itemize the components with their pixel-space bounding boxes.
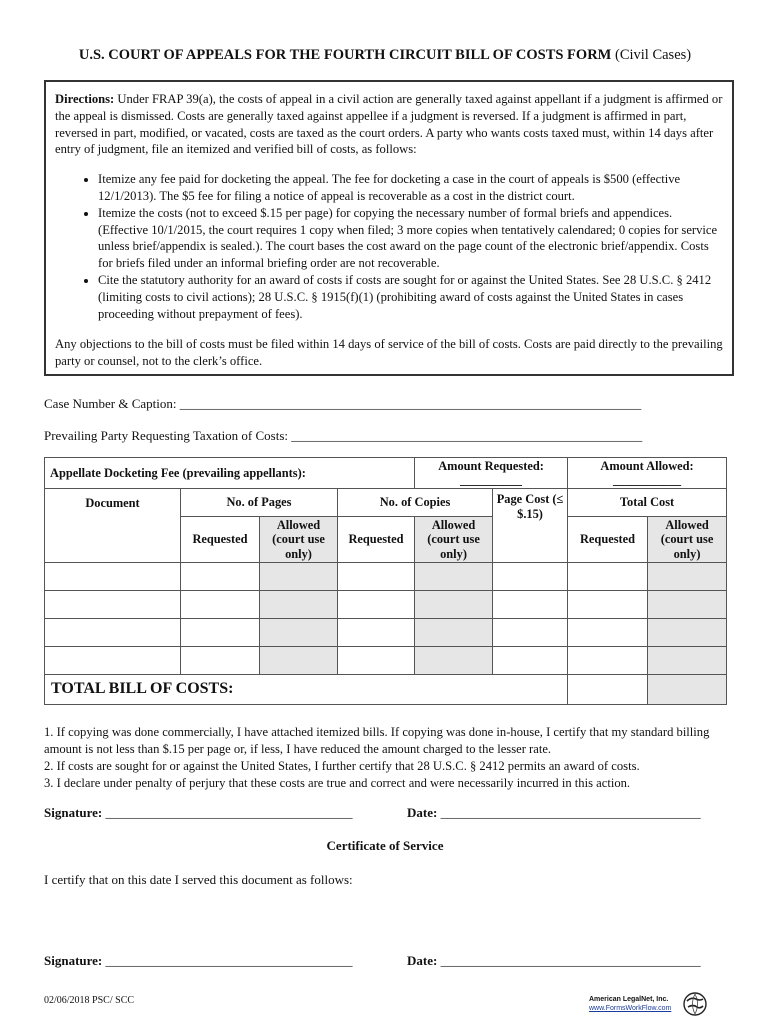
pages-requested-header: Requested bbox=[181, 517, 260, 563]
copies-allowed-cell bbox=[415, 619, 493, 647]
col-total-cost: Total Cost bbox=[568, 489, 727, 517]
col-document: Document bbox=[45, 489, 181, 563]
page-cost-cell[interactable] bbox=[493, 619, 568, 647]
pages-allowed-cell bbox=[260, 647, 338, 675]
total-allowed-cell bbox=[648, 619, 727, 647]
certification-item: 2. If costs are sought for or against the United States, I further certify that 28 U.S.C. § 2412 permits an award of costs. bbox=[44, 759, 640, 773]
certifications bbox=[44, 724, 734, 792]
total-allowed-value bbox=[648, 675, 727, 705]
directions-intro: Directions: Under FRAP 39(a), the costs of appeal in a civil action are generally taxed against appellant if a judgment is affirmed or the appeal is dismissed. Costs are generally taxed against appellee if a judgment is reversed. If a judgment is affirmed in part, reversed in part, modified, or vacated, costs are taxed as the court orders. A party who wants costs taxed must, within 14 days after entry of judgment, file an itemized and verified bill of costs, as follows: bbox=[55, 92, 723, 157]
total-requested-cell[interactable] bbox=[568, 591, 648, 619]
signature-field[interactable]: Signature: ______________________________________ bbox=[44, 805, 353, 820]
globe-icon bbox=[683, 992, 707, 1016]
certification-item: 3. I declare under penalty of perjury that these costs are true and correct and were necessarily incurred in this action. bbox=[44, 776, 631, 790]
pages-requested-cell[interactable] bbox=[181, 591, 260, 619]
col-pages: No. of Pages bbox=[181, 489, 338, 517]
directions-bullet: • Itemize the costs (not to exceed $.15 per page) for copying the necessary number of formal briefs and appendices. (Effective 10/1/2015, the court requires 1 copy when filed; 3 more copies when tentatively calendared; 0 copies for service unless brief/appendix is sealed.). The court bases the cost award on the page count of the electronic brief/appendix. Costs for briefs filed under an informal briefing order are not recoverable. bbox=[98, 205, 723, 272]
total-requested-value[interactable] bbox=[568, 675, 648, 705]
document-cell[interactable] bbox=[45, 563, 181, 591]
form-title: U.S. COURT OF APPEALS FOR THE FOURTH CIRCUIT BILL OF COSTS FORM (Civil Cases) bbox=[78, 47, 692, 63]
amount-allowed-field: Amount Allowed: ___________ bbox=[568, 458, 727, 489]
total-requested-header: Requested bbox=[568, 517, 648, 563]
total-allowed-cell bbox=[648, 647, 727, 675]
date-field[interactable]: Date: ________________________________________ bbox=[407, 805, 701, 820]
directions-box bbox=[44, 80, 734, 376]
table-row bbox=[45, 563, 727, 591]
docketing-fee-label: Appellate Docketing Fee (prevailing appellants): bbox=[45, 458, 415, 489]
service-signature-field[interactable]: Signature: ______________________________________ bbox=[44, 953, 353, 968]
directions-bullet: • Cite the statutory authority for an award of costs if costs are sought for or against the United States. See 28 U.S.C. § 2412 (limiting costs to civil actions); 28 U.S.C. § 1915(f)(1) (prohibiting award of costs against the United States in cases proceeding without prepayment of fees). bbox=[98, 272, 723, 322]
case-number-field[interactable]: Case Number & Caption: _______________________________________________________________________ bbox=[44, 396, 642, 411]
page-cost-cell[interactable] bbox=[493, 591, 568, 619]
total-bill-label: TOTAL BILL OF COSTS: bbox=[45, 675, 568, 705]
pages-allowed-header: Allowed (court use only) bbox=[260, 517, 338, 563]
col-copies: No. of Copies bbox=[338, 489, 493, 517]
pages-requested-cell[interactable] bbox=[181, 619, 260, 647]
document-cell[interactable] bbox=[45, 647, 181, 675]
directions-list bbox=[55, 171, 723, 322]
total-allowed-cell bbox=[648, 591, 727, 619]
copies-allowed-header: Allowed (court use only) bbox=[415, 517, 493, 563]
pages-allowed-cell bbox=[260, 619, 338, 647]
total-requested-cell[interactable] bbox=[568, 647, 648, 675]
copies-requested-header: Requested bbox=[338, 517, 415, 563]
service-date-field[interactable]: Date: ________________________________________ bbox=[407, 953, 701, 968]
amount-requested-field[interactable]: Amount Requested: __________ bbox=[415, 458, 568, 489]
prevailing-party-field[interactable]: Prevailing Party Requesting Taxation of Costs: ______________________________________________________ bbox=[44, 428, 643, 443]
form-code: 02/06/2018 PSC/ SCC bbox=[44, 995, 135, 1006]
costs-table bbox=[44, 457, 726, 705]
table-row bbox=[45, 591, 727, 619]
certificate-of-service-text: I certify that on this date I served this document as follows: bbox=[44, 872, 353, 887]
pages-allowed-cell bbox=[260, 563, 338, 591]
total-requested-cell[interactable] bbox=[568, 563, 648, 591]
col-page-cost: Page Cost (≤ $.15) bbox=[493, 489, 568, 563]
copies-allowed-cell bbox=[415, 647, 493, 675]
page-cost-cell[interactable] bbox=[493, 563, 568, 591]
copies-allowed-cell bbox=[415, 563, 493, 591]
copies-requested-cell[interactable] bbox=[338, 647, 415, 675]
copies-requested-cell[interactable] bbox=[338, 591, 415, 619]
total-allowed-cell bbox=[648, 563, 727, 591]
copies-requested-cell[interactable] bbox=[338, 619, 415, 647]
copies-requested-cell[interactable] bbox=[338, 563, 415, 591]
document-cell[interactable] bbox=[45, 619, 181, 647]
total-requested-cell[interactable] bbox=[568, 619, 648, 647]
directions-bullet: • Itemize any fee paid for docketing the appeal. The fee for docketing a case in the court of appeals is $500 (effective 12/1/2013). The $5 fee for filing a notice of appeal is recoverable as a cost in the district court. bbox=[98, 171, 723, 205]
brand-url[interactable]: www.FormsWorkFlow.com bbox=[589, 1005, 672, 1012]
pages-allowed-cell bbox=[260, 591, 338, 619]
brand-name: American LegalNet, Inc. bbox=[589, 996, 669, 1003]
pages-requested-cell[interactable] bbox=[181, 563, 260, 591]
pages-requested-cell[interactable] bbox=[181, 647, 260, 675]
certificate-of-service-title: Certificate of Service bbox=[326, 838, 444, 853]
total-allowed-header: Allowed (court use only) bbox=[648, 517, 727, 563]
certification-item: 1. If copying was done commercially, I have attached itemized bills. If copying was done in-house, I certify that my standard billing amount is not less than $.15 per page or, if less, I have reduced the amount charged to the lesser rate. bbox=[44, 725, 710, 756]
copies-allowed-cell bbox=[415, 591, 493, 619]
american-legalnet-logo bbox=[589, 992, 707, 1018]
table-row bbox=[45, 619, 727, 647]
page-cost-cell[interactable] bbox=[493, 647, 568, 675]
table-row bbox=[45, 647, 727, 675]
directions-closing: Any objections to the bill of costs must be filed within 14 days of service of the bill of costs. Costs are paid directly to the prevailing party or counsel, not to the clerk’s office. bbox=[55, 337, 723, 369]
document-cell[interactable] bbox=[45, 591, 181, 619]
